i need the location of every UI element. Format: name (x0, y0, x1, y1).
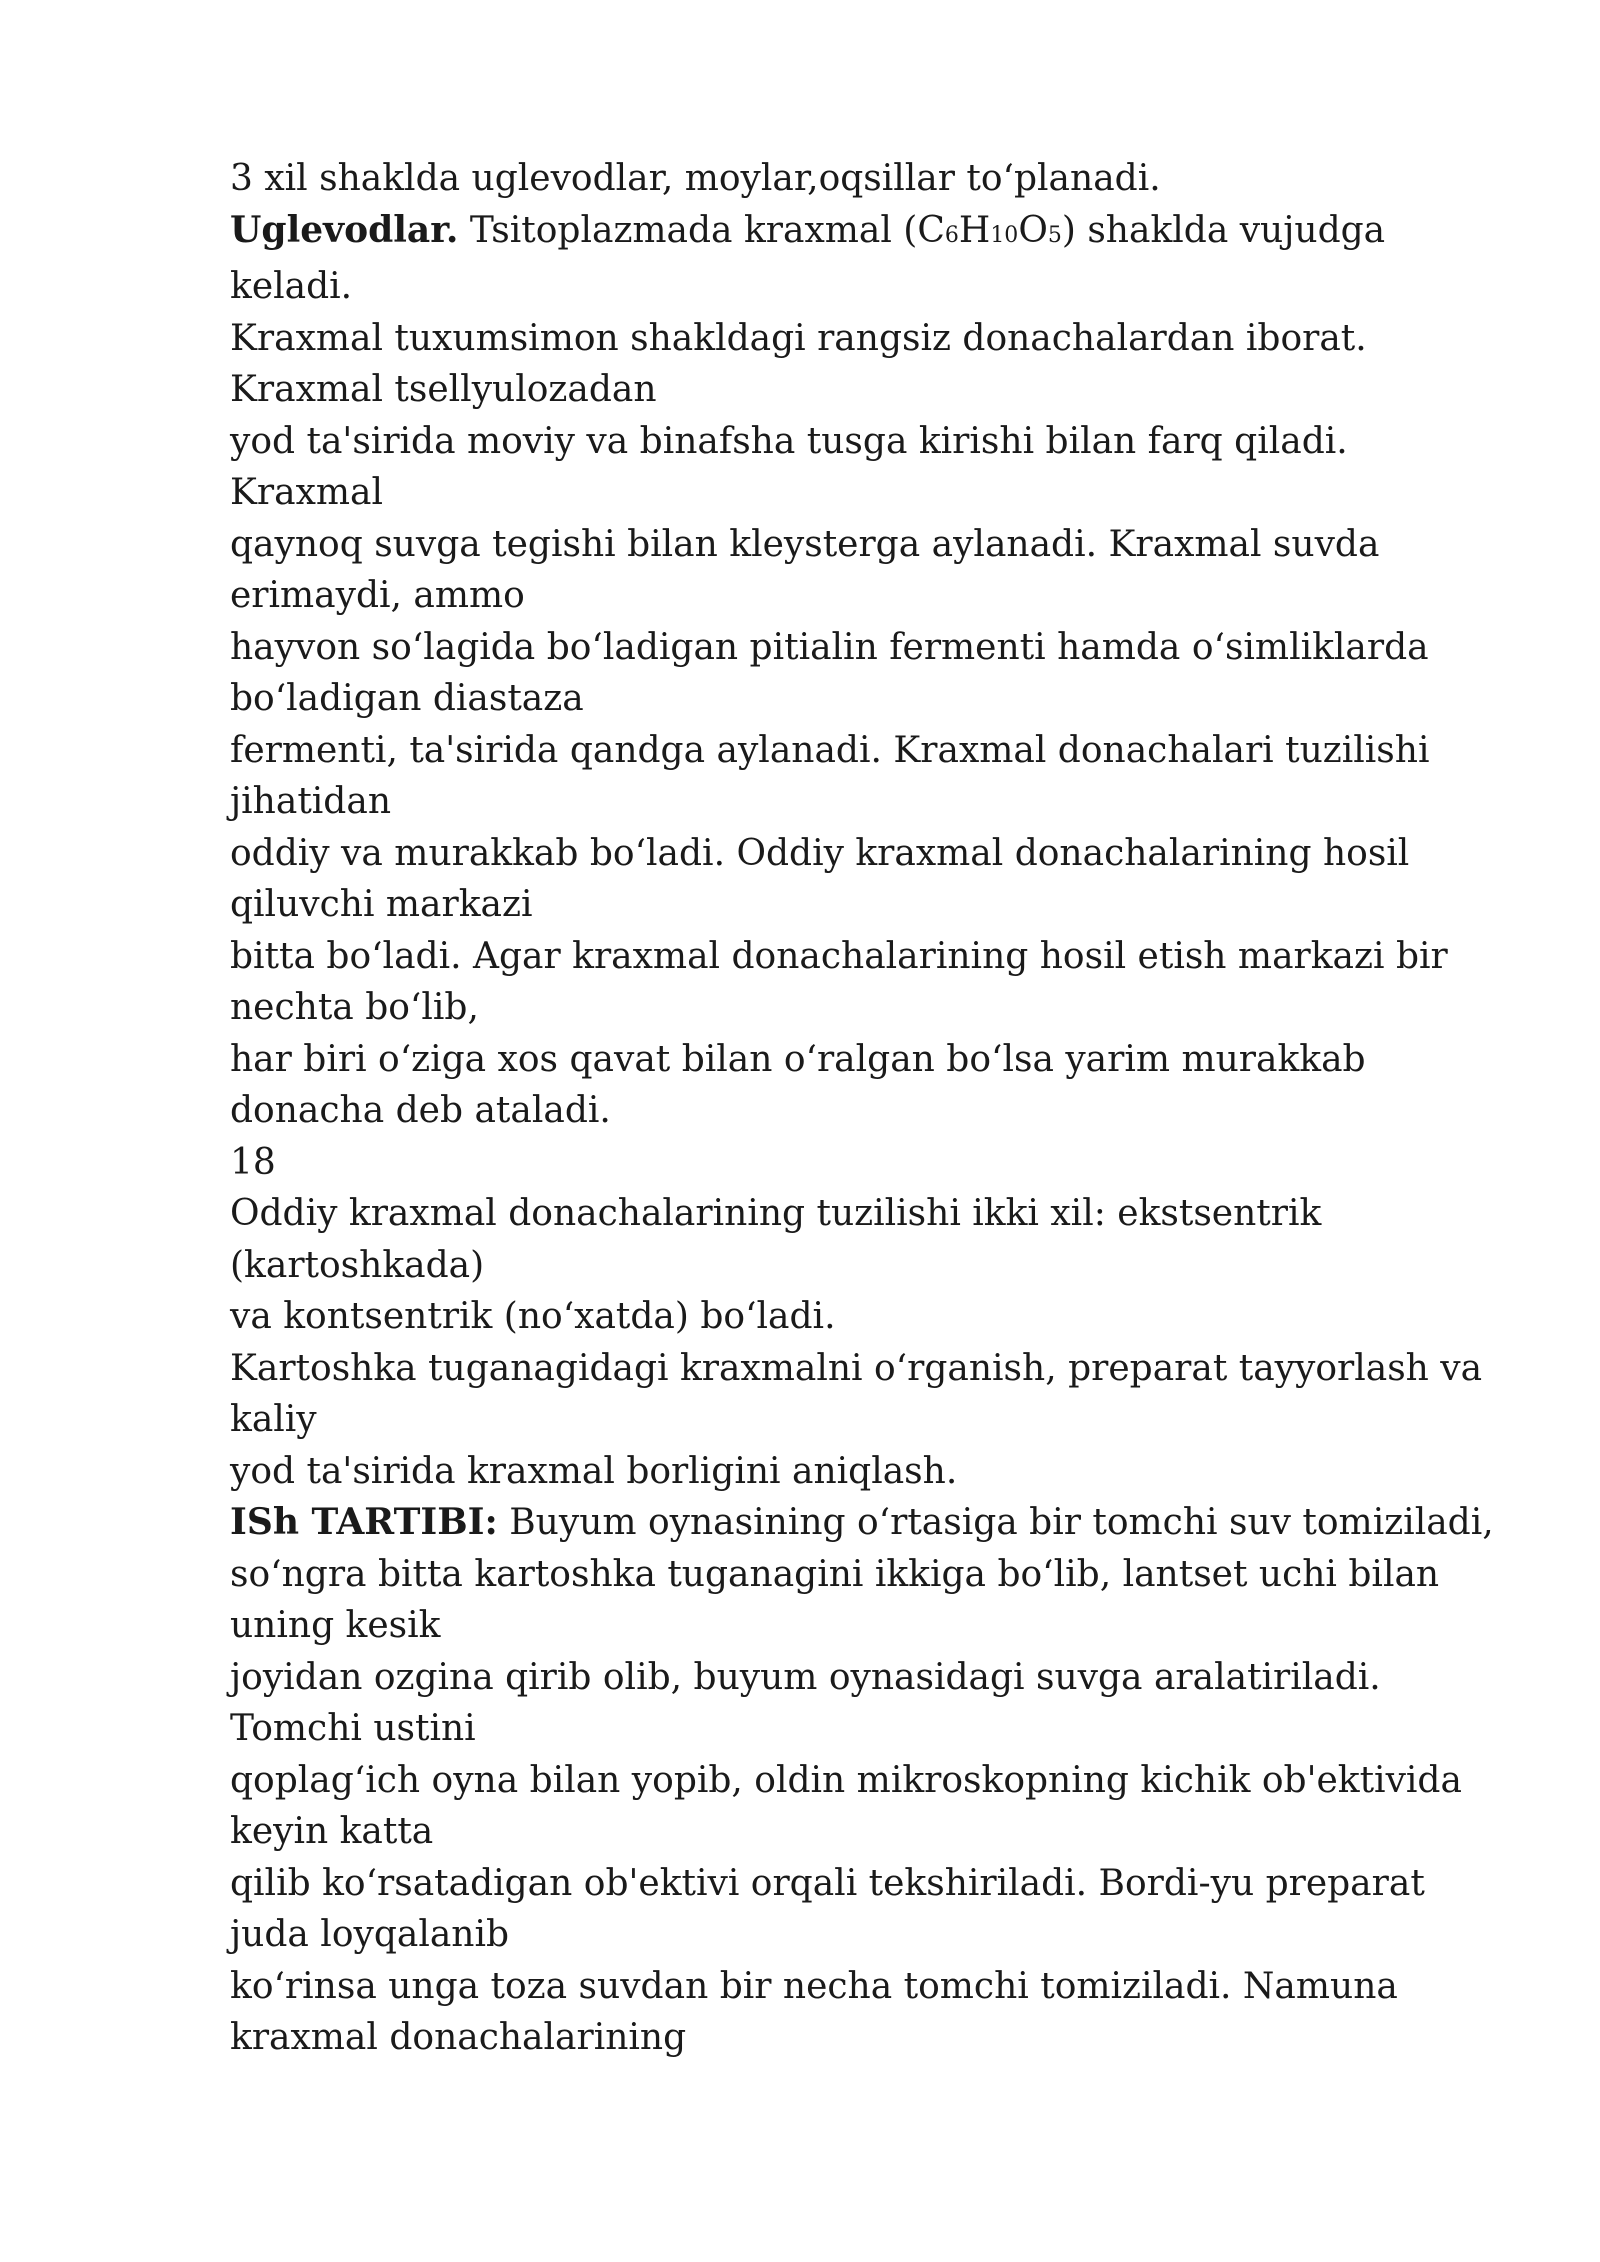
document-body (230, 153, 1494, 2064)
text-line: keyin katta (230, 1811, 434, 1852)
text-line: so‘ngra bitta kartoshka tuganagini ikkiga bo‘lib, lantset uchi bilan (230, 1553, 1440, 1595)
text-line: bo‘ladigan diastaza (230, 678, 584, 719)
text-line: keladi. (230, 266, 353, 307)
text-line: yod ta'sirida kraxmal borligini aniqlash. (230, 1450, 958, 1492)
text-line: qaynoq suvga tegishi bilan kleysterga aylanadi. Kraxmal suvda (230, 523, 1380, 565)
starch-formula (917, 210, 1061, 251)
formula-hydrogen-count: 10 (990, 222, 1019, 248)
text-line: hayvon so‘lagida bo‘ladigan pitialin fermenti hamda o‘simliklarda (230, 626, 1429, 668)
formula-oxygen-count: 5 (1047, 222, 1062, 248)
text-line: va kontsentrik (no‘xatda) bo‘ladi. (230, 1296, 836, 1337)
text-line: erimaydi, ammo (230, 575, 525, 616)
text-line: oddiy va murakkab bo‘ladi. Oddiy kraxmal donachalarining hosil (230, 832, 1410, 874)
text-line: juda loyqalanib (230, 1914, 510, 1955)
text-line: yod ta'sirida moviy va binafsha tusga kirishi bilan farq qiladi. (230, 420, 1348, 462)
text-line: Tomchi ustini (230, 1708, 476, 1749)
heading-carbohydrates: Uglevodlar. (230, 208, 459, 251)
text-line: kaliy (230, 1399, 317, 1440)
text-line-procedure (230, 1497, 1494, 1549)
text-line: Oddiy kraxmal donachalarining tuzilishi ikki xil: ekstsentrik (230, 1193, 1322, 1234)
text-line: 3 xil shaklda uglevodlar, moylar,oqsillar to‘planadi. (230, 158, 1161, 199)
text-line: (kartoshkada) (230, 1244, 485, 1286)
text-line-carbohydrates (230, 205, 1480, 262)
text-line: jihatidan (230, 781, 391, 822)
formula-hydrogen: H (958, 209, 991, 251)
text-line: har biri o‘ziga xos qavat bilan o‘ralgan bo‘lsa yarim murakkab (230, 1038, 1366, 1080)
formula-carbon-count: 6 (944, 222, 959, 248)
formula-carbon: C (917, 209, 945, 251)
text-segment: ) shaklda vujudga (1061, 209, 1386, 251)
heading-procedure: ISh TARTIBI: (230, 1501, 498, 1543)
text-line: nechta bo‘lib, (230, 987, 479, 1028)
text-line: qiluvchi markazi (230, 884, 533, 925)
text-line: fermenti, ta'sirida qandga aylanadi. Kraxmal donachalari tuzilishi (230, 729, 1430, 771)
text-line: kraxmal donachalarining (230, 2017, 687, 2058)
text-line: uning kesik (230, 1605, 441, 1646)
text-line: Kraxmal (230, 472, 383, 513)
text-line: ko‘rinsa unga toza suvdan bir necha tomchi tomiziladi. Namuna (230, 1965, 1398, 2007)
text-line: qilib ko‘rsatadigan ob'ektivi orqali tekshiriladi. Bordi-yu preparat (230, 1862, 1425, 1904)
text-segment: Buyum oynasining o‘rtasiga bir tomchi suv tomiziladi, (497, 1502, 1494, 1543)
formula-oxygen: O (1018, 209, 1048, 251)
text-line: Kraxmal tsellyulozadan (230, 369, 657, 410)
text-line: qoplag‘ich oyna bilan yopib, oldin mikroskopning kichik ob'ektivida (230, 1759, 1462, 1801)
text-segment: Tsitoplazmada kraxmal ( (458, 209, 918, 251)
text-line: Kraxmal tuxumsimon shakldagi rangsiz donachalardan iborat. (230, 317, 1367, 359)
text-line: donacha deb ataladi. (230, 1090, 611, 1131)
text-line: Kartoshka tuganagidagi kraxmalni o‘rganish, preparat tayyorlash va (230, 1347, 1483, 1389)
text-line: joyidan ozgina qirib olib, buyum oynasidagi suvga aralatiriladi. (230, 1656, 1381, 1698)
text-line: bitta bo‘ladi. Agar kraxmal donachalarining hosil etish markazi bir (230, 935, 1448, 977)
page-number: 18 (230, 1141, 276, 1183)
